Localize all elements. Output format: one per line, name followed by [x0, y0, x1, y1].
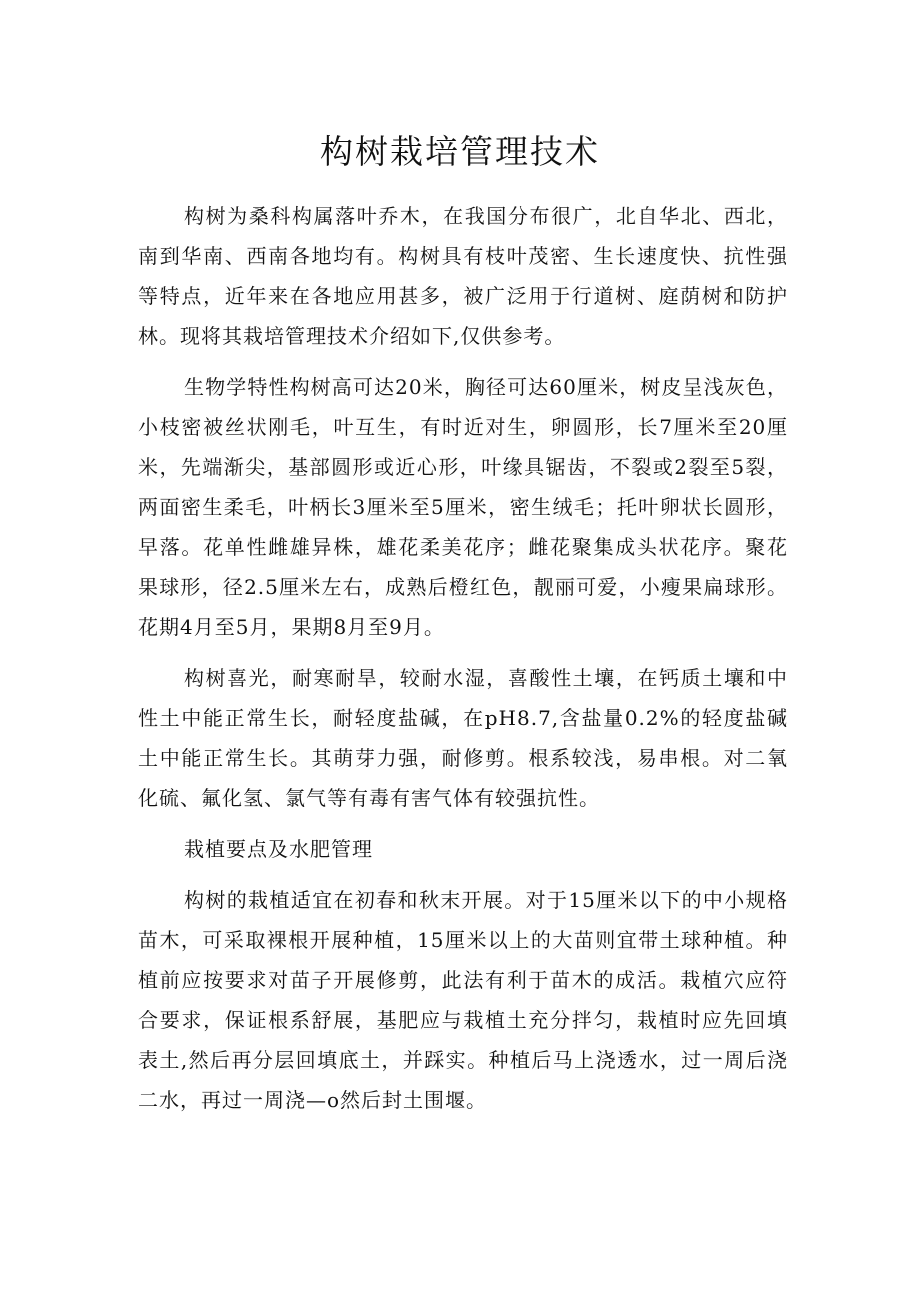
section-heading-planting: 栽植要点及水肥管理 — [184, 837, 373, 861]
paragraph-planting: 构树的栽植适宜在初春和秋末开展。对于15厘米以下的中小规格苗木，可采取裸根开展种植，15厘米以上的大苗则宜带土球种植。种植前应按要求对苗子开展修剪，此法有利于苗木的成活。栽植穴应符合要求，保证根系舒展，基肥应与栽植土充分拌匀，栽植时应先回填表土,然后再分层回填底土，并踩实。种植后马上浇透水，过一周后浇二水，再过一周浇—o然后封土围堰。 — [138, 888, 788, 1112]
paragraph-biology: 生物学特性构树高可达20米，胸径可达60厘米，树皮呈浅灰色，小枝密被丝状刚毛，叶互生，有时近对生，卵圆形，长7厘米至20厘米，先端渐尖，基部圆形或近心形，叶缘具锯齿，不裂或2裂至5裂，两面密生柔毛，叶柄长3厘米至5厘米，密生绒毛；托叶卵状长圆形，早落。花单性雌雄异株，雄花柔美花序；雌花聚集成头状花序。聚花果球形，径2.5厘米左右，成熟后橙红色，靓丽可爱，小瘦果扁球形。花期4月至5月，果期8月至9月。 — [138, 375, 788, 639]
document-title: 构树栽培管理技术 — [320, 132, 600, 171]
document-body — [138, 196, 788, 1131]
paragraph-intro: 构树为桑科构属落叶乔木，在我国分布很广，北自华北、西北，南到华南、西南各地均有。构树具有枝叶茂密、生长速度快、抗性强等特点，近年来在各地应用甚多，被广泛用于行道树、庭荫树和防护林。现将其栽培管理技术介绍如下,仅供参考。 — [138, 204, 788, 348]
paragraph-habit: 构树喜光，耐寒耐旱，较耐水湿，喜酸性土壤，在钙质土壤和中性土中能正常生长，耐轻度盐碱，在pH8.7,含盐量0.2%的轻度盐碱土中能正常生长。其萌芽力强，耐修剪。根系较浅，易串根。对二氧化硫、氟化氢、氯气等有毒有害气体有较强抗性。 — [138, 666, 788, 810]
